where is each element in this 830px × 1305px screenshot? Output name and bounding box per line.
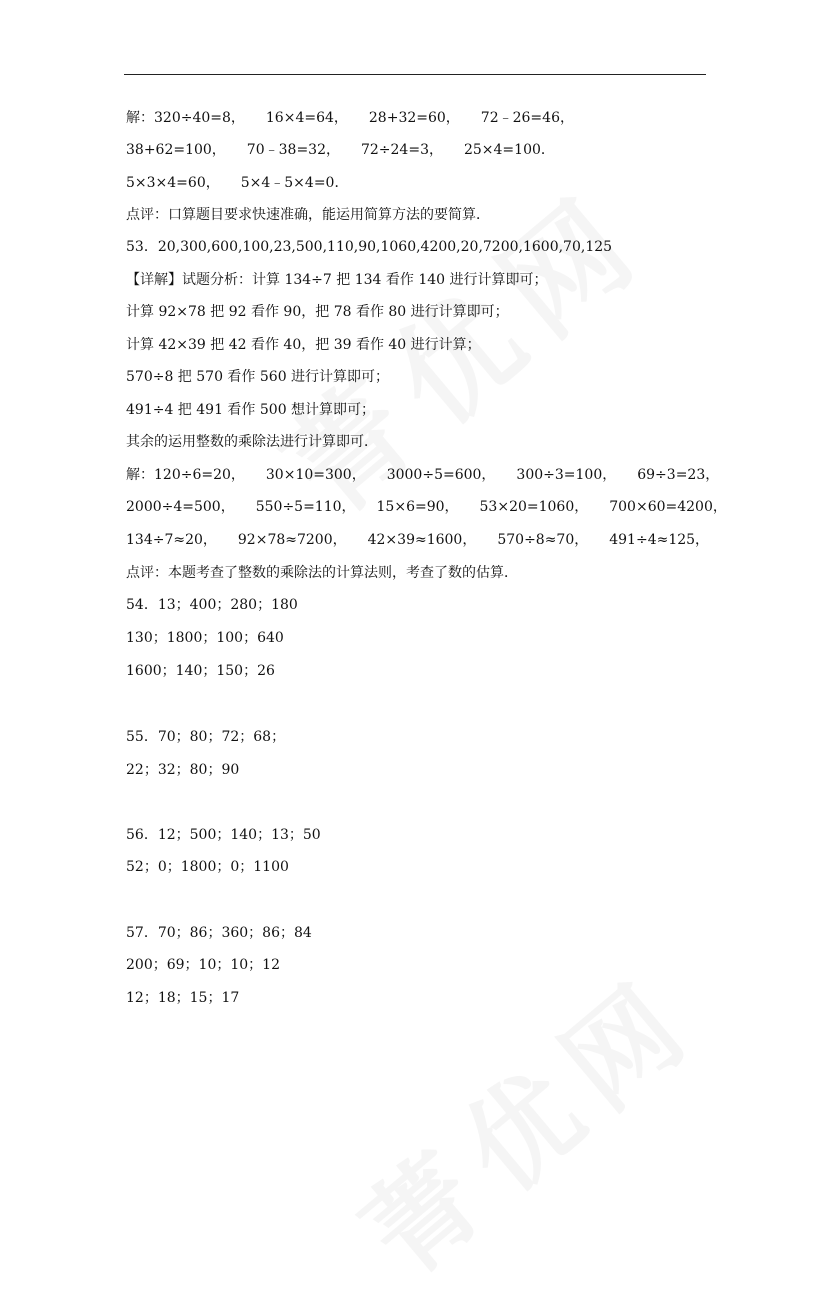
text-line: 1600；140；150；26 [126, 663, 275, 679]
text-line: 130；1800；100；640 [126, 630, 284, 646]
comment-line: 点评：口算题目要求快速准确，能运用简算方法的要简算． [126, 207, 490, 223]
text-line: 52；0；1800；0；1100 [126, 859, 289, 875]
answer-57: 57．70；86；360；86；84 [126, 925, 312, 941]
text-line: 计算 42×39 把 42 看作 40，把 39 看作 40 进行计算； [126, 337, 481, 353]
comment-line: 点评：本题考查了整数的乘除法的计算法则，考查了数的估算． [126, 565, 518, 581]
text-line: 解：320÷40=8， 16×4=64， 28+32=60， 72﹣26=46， [126, 110, 574, 126]
text-line: 解：120÷6=20， 30×10=300， 3000÷5=600， 300÷3=100， 69÷3=23， [126, 467, 720, 483]
text-line: 570÷8 把 570 看作 560 进行计算即可； [126, 369, 390, 385]
text-line: 5×3×4=60， 5×4﹣5×4=0． [126, 175, 349, 191]
answer-54: 54．13；400；280；180 [126, 597, 298, 613]
text-line: 22；32；80；90 [126, 762, 240, 778]
text-line: 200；69；10；10；12 [126, 957, 280, 973]
text-line: 计算 92×78 把 92 看作 90，把 78 看作 80 进行计算即可； [126, 304, 509, 320]
text-line: 491÷4 把 491 看作 500 想计算即可； [126, 402, 376, 418]
watermark-bottom [325, 933, 725, 1305]
text-line: 2000÷4=500， 550÷5=110， 15×6=90， 53×20=1060， 700×60=4200， [126, 499, 727, 515]
answer-56: 56．12；500；140；13；50 [126, 827, 321, 843]
answer-53: 53．20,300,600,100,23,500,110,90,1060,4200,20,7200,1600,70,125 [126, 239, 613, 255]
answer-55: 55．70；80；72；68； [126, 729, 286, 745]
text-line: 12；18；15；17 [126, 990, 240, 1006]
header-rule [124, 74, 706, 75]
detail-line: 【详解】试题分析：计算 134÷7 把 134 看作 140 进行计算即可； [126, 272, 548, 288]
text-line: 38+62=100， 70﹣38=32， 72÷24=3， 25×4=100． [126, 142, 555, 158]
text-line: 134÷7≈20， 92×78≈7200， 42×39≈1600， 570÷8≈70， 491÷4≈125， [126, 532, 710, 548]
text-line: 其余的运用整数的乘除法进行计算即可． [126, 434, 378, 450]
